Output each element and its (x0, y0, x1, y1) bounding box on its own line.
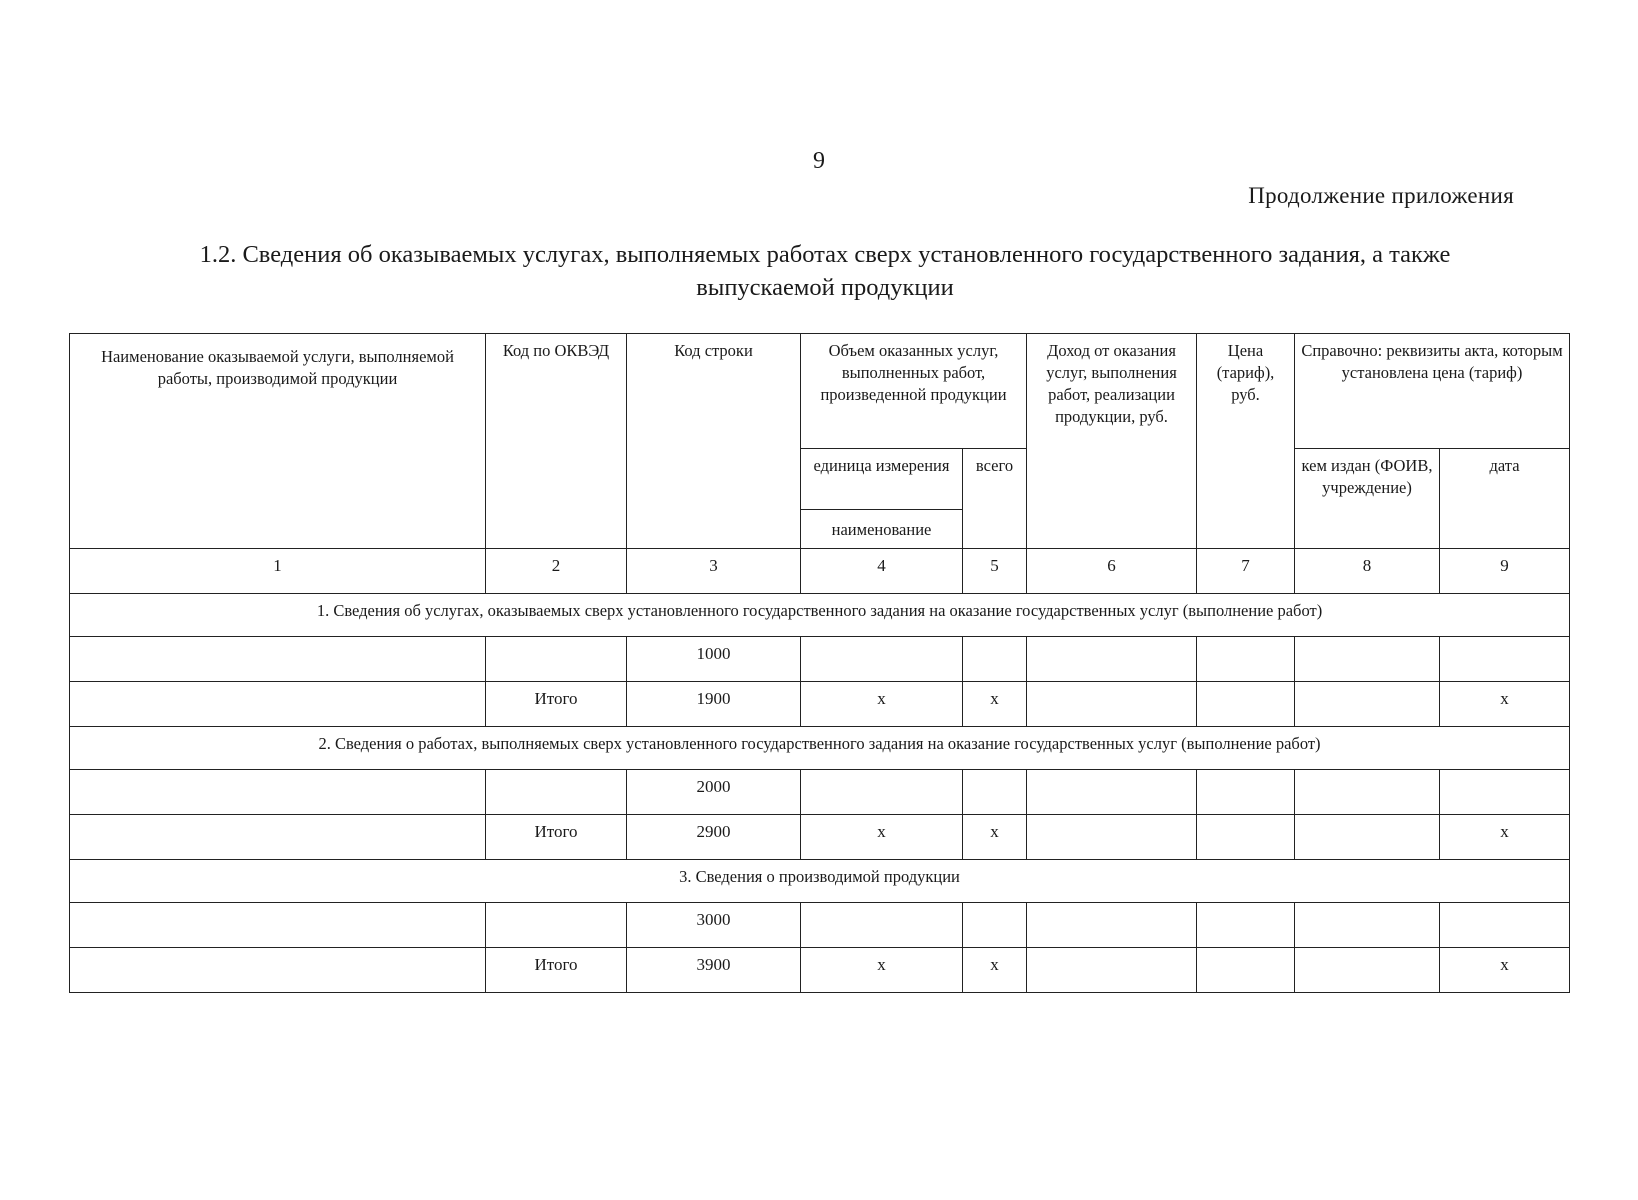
cell-date[interactable] (1440, 903, 1570, 948)
header-row-code: Код строки (627, 334, 801, 549)
header-unit: единица измерения (801, 449, 963, 510)
cell-total-label: Итого (486, 682, 627, 727)
column-number: 2 (486, 549, 627, 594)
cell-price[interactable] (1197, 948, 1295, 993)
column-number: 8 (1295, 549, 1440, 594)
table-row-total (70, 948, 1570, 993)
cell-price[interactable] (1197, 637, 1295, 682)
cell-total[interactable] (963, 637, 1027, 682)
cell-unit-name: х (801, 682, 963, 727)
cell-total: х (963, 682, 1027, 727)
cell-income[interactable] (1027, 815, 1197, 860)
cell-price[interactable] (1197, 770, 1295, 815)
cell-name (70, 682, 486, 727)
cell-date: х (1440, 948, 1570, 993)
column-number-row (70, 549, 1570, 594)
cell-row-code: 3000 (627, 903, 801, 948)
section-1-title: 1. Сведения об услугах, оказываемых сверх установленного государственного задания на оказание государственных услуг (выполнение работ) (70, 594, 1570, 637)
continuation-label: Продолжение приложения (1248, 183, 1514, 208)
cell-income[interactable] (1027, 903, 1197, 948)
services-table (69, 333, 1570, 993)
header-row-1 (70, 334, 1570, 449)
cell-issued-by[interactable] (1295, 682, 1440, 727)
cell-income[interactable] (1027, 770, 1197, 815)
cell-row-code: 1900 (627, 682, 801, 727)
cell-price[interactable] (1197, 815, 1295, 860)
cell-row-code: 2000 (627, 770, 801, 815)
column-number: 1 (70, 549, 486, 594)
cell-date[interactable] (1440, 637, 1570, 682)
cell-total[interactable] (963, 770, 1027, 815)
column-number: 7 (1197, 549, 1295, 594)
cell-issued-by[interactable] (1295, 637, 1440, 682)
cell-total-label: Итого (486, 815, 627, 860)
cell-okved[interactable] (486, 770, 627, 815)
section-header-row (70, 860, 1570, 903)
section-header-row (70, 727, 1570, 770)
table-row-total (70, 682, 1570, 727)
cell-issued-by[interactable] (1295, 770, 1440, 815)
cell-issued-by[interactable] (1295, 948, 1440, 993)
cell-name[interactable] (70, 770, 486, 815)
header-reference: Справочно: реквизиты акта, которым установлена цена (тариф) (1295, 334, 1570, 449)
cell-issued-by[interactable] (1295, 903, 1440, 948)
table-row (70, 770, 1570, 815)
cell-total: х (963, 948, 1027, 993)
cell-income[interactable] (1027, 682, 1197, 727)
cell-row-code: 2900 (627, 815, 801, 860)
cell-income[interactable] (1027, 948, 1197, 993)
cell-total-label: Итого (486, 948, 627, 993)
section-header-row (70, 594, 1570, 637)
cell-date: х (1440, 682, 1570, 727)
cell-okved[interactable] (486, 637, 627, 682)
cell-name[interactable] (70, 903, 486, 948)
cell-unit-name[interactable] (801, 770, 963, 815)
header-name: Наименование оказываемой услуги, выполняемой работы, производимой продукции (70, 334, 486, 549)
column-number: 5 (963, 549, 1027, 594)
header-income: Доход от оказания услуг, выполнения работ, реализации продукции, руб. (1027, 334, 1197, 549)
header-date: дата (1440, 449, 1570, 549)
table-row (70, 637, 1570, 682)
cell-unit-name[interactable] (801, 903, 963, 948)
section-title-line-1: 1.2. Сведения об оказываемых услугах, выполняемых работах сверх установленного государственного задания, а также (199, 241, 1451, 268)
cell-date: х (1440, 815, 1570, 860)
column-number: 3 (627, 549, 801, 594)
header-unit-name: наименование (801, 510, 963, 549)
cell-row-code: 3900 (627, 948, 801, 993)
column-number: 6 (1027, 549, 1197, 594)
cell-unit-name[interactable] (801, 637, 963, 682)
cell-total: х (963, 815, 1027, 860)
page-number: 9 (813, 148, 825, 174)
cell-name[interactable] (70, 637, 486, 682)
cell-okved[interactable] (486, 903, 627, 948)
cell-price[interactable] (1197, 682, 1295, 727)
column-number: 4 (801, 549, 963, 594)
cell-unit-name: х (801, 948, 963, 993)
header-price: Цена (тариф), руб. (1197, 334, 1295, 549)
cell-total[interactable] (963, 903, 1027, 948)
section-title-line-2: выпускаемой продукции (696, 274, 954, 301)
section-title (90, 238, 1560, 304)
column-number: 9 (1440, 549, 1570, 594)
section-2-title: 2. Сведения о работах, выполняемых сверх установленного государственного задания на оказание государственных услуг (выполнение работ) (70, 727, 1570, 770)
cell-unit-name: х (801, 815, 963, 860)
cell-row-code: 1000 (627, 637, 801, 682)
table-row-total (70, 815, 1570, 860)
cell-name (70, 948, 486, 993)
section-3-title: 3. Сведения о производимой продукции (70, 860, 1570, 903)
header-volume: Объем оказанных услуг, выполненных работ, произведенной продукции (801, 334, 1027, 449)
cell-price[interactable] (1197, 903, 1295, 948)
header-okved: Код по ОКВЭД (486, 334, 627, 549)
header-total: всего (963, 449, 1027, 549)
table-row (70, 903, 1570, 948)
cell-name (70, 815, 486, 860)
cell-issued-by[interactable] (1295, 815, 1440, 860)
header-issued-by: кем издан (ФОИВ, учреждение) (1295, 449, 1440, 549)
cell-income[interactable] (1027, 637, 1197, 682)
cell-date[interactable] (1440, 770, 1570, 815)
